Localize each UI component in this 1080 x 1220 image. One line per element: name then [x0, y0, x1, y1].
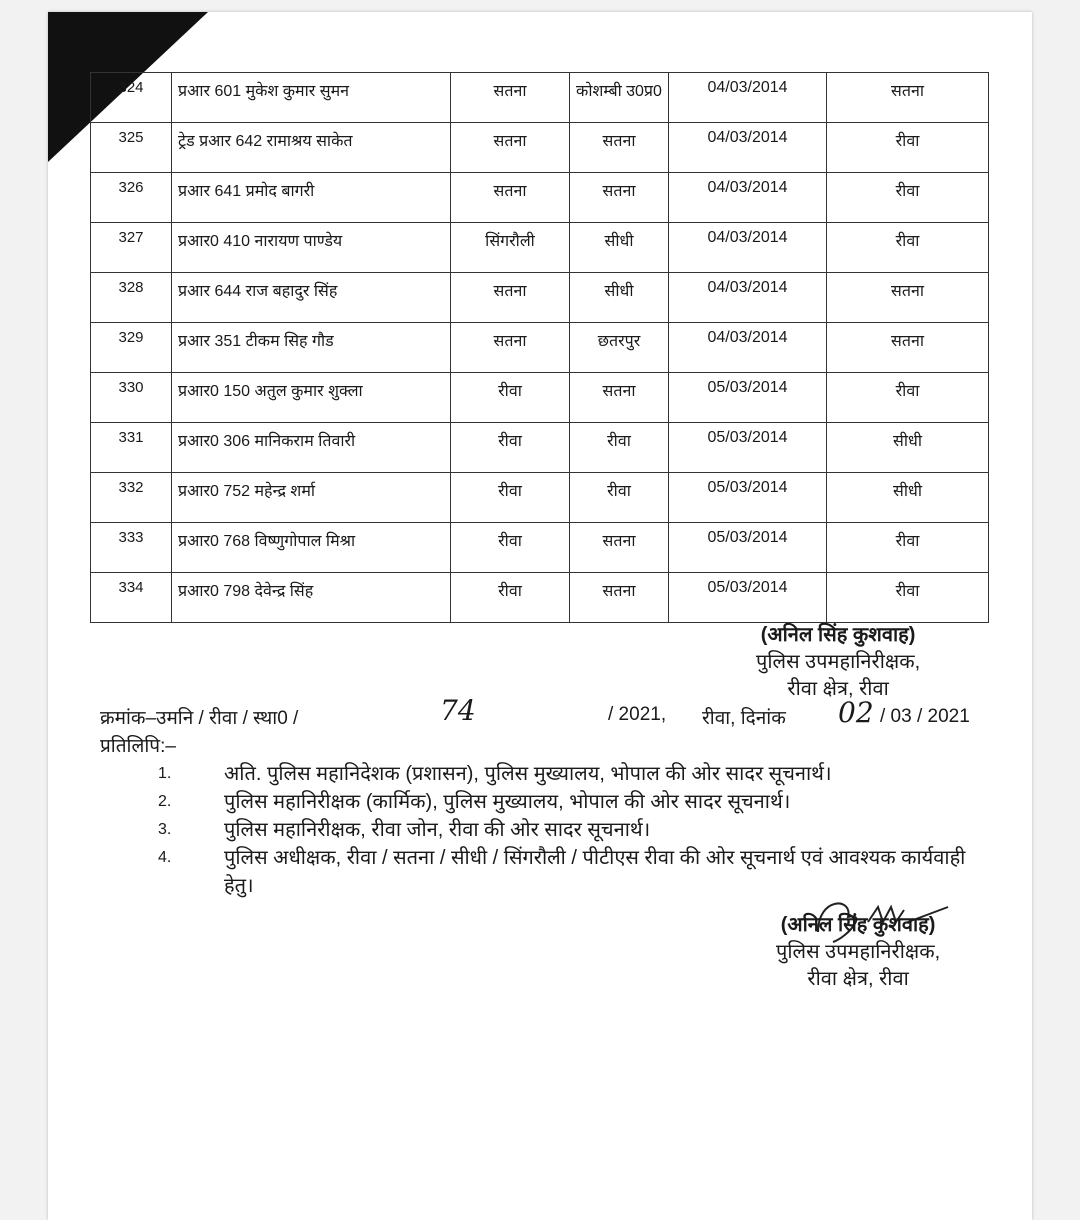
transfer-table — [90, 72, 989, 623]
cell-sn: 331 — [91, 423, 172, 473]
cell-date: 05/03/2014 — [669, 423, 827, 473]
cell-from: रीवा — [451, 373, 570, 423]
cell-date: 05/03/2014 — [669, 573, 827, 623]
cell-sn: 324 — [91, 73, 172, 123]
table-row — [91, 123, 989, 173]
cell-to: सीधी — [827, 473, 989, 523]
cell-to: सतना — [827, 273, 989, 323]
cell-name: प्रआर0 150 अतुल कुमार शुक्ला — [172, 373, 451, 423]
cell-place: सतना — [570, 373, 669, 423]
cell-name: प्रआर0 798 देवेन्द्र सिंह — [172, 573, 451, 623]
cell-name: प्रआर 644 राज बहादुर सिंह — [172, 273, 451, 323]
cell-place: सीधी — [570, 273, 669, 323]
reference-year: / 2021, — [608, 704, 667, 725]
signatory-designation: पुलिस उपमहानिरीक्षक, — [776, 941, 941, 963]
item-number: 3. — [158, 821, 172, 838]
item-text: पुलिस अधीक्षक, रीवा / सतना / सीधी / सिंगरौली / पीटीएस रीवा की ओर सूचनार्थ एवं आवश्यक कार्यवाही हेतु। — [224, 847, 966, 897]
cell-from: रीवा — [451, 423, 570, 473]
cell-name: प्रआर0 410 नारायण पाण्डेय — [172, 223, 451, 273]
item-text: अति. पुलिस महानिदेशक (प्रशासन), पुलिस मुख्यालय, भोपाल की ओर सादर सूचनार्थ। — [224, 763, 832, 785]
cell-sn: 334 — [91, 573, 172, 623]
cell-to: रीवा — [827, 223, 989, 273]
item-number: 1. — [158, 765, 172, 782]
signatory-name: (अनिल सिंह कुशवाह) — [760, 624, 916, 646]
cell-from: रीवा — [451, 523, 570, 573]
cell-date: 05/03/2014 — [669, 373, 827, 423]
date-month-year: / 03 / 2021 — [880, 706, 970, 727]
table-row — [91, 473, 989, 523]
table-row — [91, 373, 989, 423]
cell-to: रीवा — [827, 573, 989, 623]
place-date-label: रीवा, दिनांक — [702, 708, 786, 729]
cell-to: सीधी — [827, 423, 989, 473]
cell-name: प्रआर0 306 मानिकराम तिवारी — [172, 423, 451, 473]
cell-from: सतना — [451, 173, 570, 223]
cell-to: सतना — [827, 73, 989, 123]
cell-date: 05/03/2014 — [669, 473, 827, 523]
cell-sn: 326 — [91, 173, 172, 223]
cell-sn: 330 — [91, 373, 172, 423]
copy-list — [158, 760, 988, 900]
cell-date: 05/03/2014 — [669, 523, 827, 573]
table-row — [91, 423, 989, 473]
table-row — [91, 73, 989, 123]
cell-name: प्रआर 351 टीकम सिह गौड — [172, 323, 451, 373]
cell-date: 04/03/2014 — [669, 323, 827, 373]
cell-place: रीवा — [570, 423, 669, 473]
cell-place: सीधी — [570, 223, 669, 273]
cell-to: सतना — [827, 323, 989, 373]
cell-sn: 325 — [91, 123, 172, 173]
table-row — [91, 323, 989, 373]
cell-place: सतना — [570, 523, 669, 573]
copy-list-item — [158, 760, 988, 788]
cell-place: सतना — [570, 573, 669, 623]
item-number: 2. — [158, 793, 172, 810]
cell-place: रीवा — [570, 473, 669, 523]
copy-label: प्रतिलिपि:– — [100, 736, 176, 757]
cell-sn: 327 — [91, 223, 172, 273]
reference-prefix: क्रमांक–उमनि / रीवा / स्था0 / — [100, 708, 299, 729]
cell-place: छतरपुर — [570, 323, 669, 373]
table-row — [91, 273, 989, 323]
cell-sn: 332 — [91, 473, 172, 523]
cell-date: 04/03/2014 — [669, 273, 827, 323]
cell-to: रीवा — [827, 173, 989, 223]
cell-to: रीवा — [827, 373, 989, 423]
copy-list-item — [158, 816, 988, 844]
reference-number: 74 — [440, 694, 476, 727]
cell-from: सतना — [451, 123, 570, 173]
table-row — [91, 173, 989, 223]
signatory-office: रीवा क्षेत्र, रीवा — [807, 968, 909, 990]
cell-to: रीवा — [827, 523, 989, 573]
cell-place: कोशम्बी उ0प्र0 — [570, 73, 669, 123]
cell-from: सतना — [451, 323, 570, 373]
document-page — [48, 12, 1032, 1220]
cell-place: सतना — [570, 123, 669, 173]
cell-sn: 333 — [91, 523, 172, 573]
cell-from: सिंगरौली — [451, 223, 570, 273]
copy-list-item — [158, 788, 988, 816]
signatory-name: (अनिल सिंह कुशवाह) — [780, 914, 936, 936]
cell-to: रीवा — [827, 123, 989, 173]
cell-name: प्रआर0 752 महेन्द्र शर्मा — [172, 473, 451, 523]
item-text: पुलिस महानिरीक्षक (कार्मिक), पुलिस मुख्यालय, भोपाल की ओर सादर सूचनार्थ। — [224, 791, 791, 813]
cell-name: प्रआर0 768 विष्णुगोपाल मिश्रा — [172, 523, 451, 573]
cell-sn: 329 — [91, 323, 172, 373]
cell-name: प्रआर 601 मुकेश कुमार सुमन — [172, 73, 451, 123]
cell-date: 04/03/2014 — [669, 223, 827, 273]
signature-block-bottom — [776, 912, 940, 993]
cell-date: 04/03/2014 — [669, 173, 827, 223]
signatory-office: रीवा क्षेत्र, रीवा — [787, 678, 889, 700]
table-row — [91, 523, 989, 573]
date-day: 02 — [838, 696, 874, 729]
item-number: 4. — [158, 849, 172, 866]
cell-name: ट्रेड प्रआर 642 रामाश्रय साकेत — [172, 123, 451, 173]
signatory-designation: पुलिस उपमहानिरीक्षक, — [756, 651, 921, 673]
item-text: पुलिस महानिरीक्षक, रीवा जोन, रीवा की ओर सादर सूचनार्थ। — [224, 819, 651, 841]
table-row — [91, 573, 989, 623]
table-row — [91, 223, 989, 273]
cell-date: 04/03/2014 — [669, 73, 827, 123]
cell-name: प्रआर 641 प्रमोद बागरी — [172, 173, 451, 223]
cell-from: रीवा — [451, 473, 570, 523]
cell-place: सतना — [570, 173, 669, 223]
cell-from: रीवा — [451, 573, 570, 623]
cell-from: सतना — [451, 273, 570, 323]
cell-from: सतना — [451, 73, 570, 123]
cell-sn: 328 — [91, 273, 172, 323]
cell-date: 04/03/2014 — [669, 123, 827, 173]
signature-block-top — [756, 622, 920, 703]
